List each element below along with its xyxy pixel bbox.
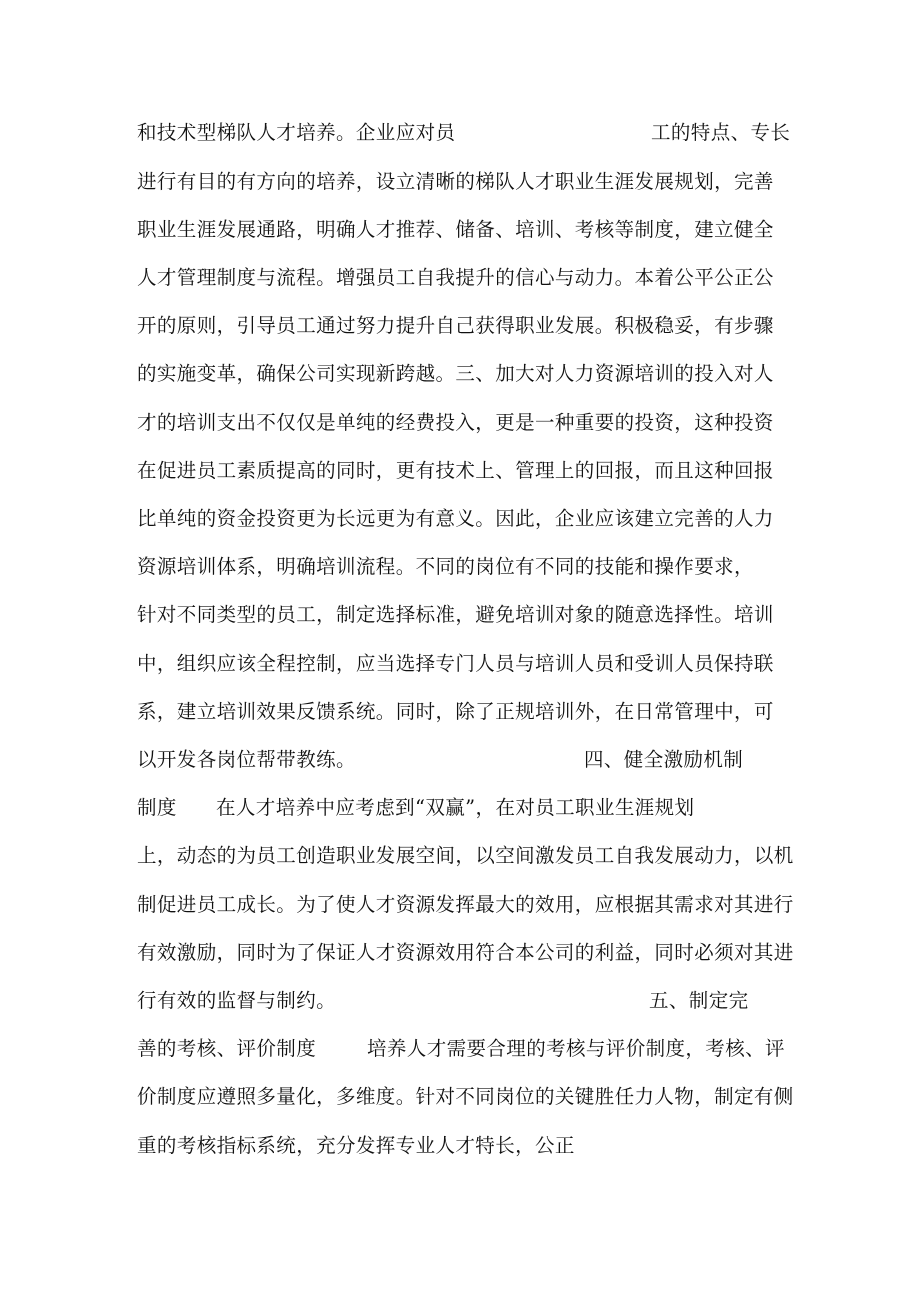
text-segment: 系，建立培训效果反馈系统。同时，除了正规培训外，在日常管理中，可: [137, 700, 774, 723]
text-segment: 开的原则，引导员工通过努力提升自己获得职业发展。积极稳妥，有步骤: [137, 314, 774, 337]
section-heading: 制度: [137, 796, 177, 819]
section-heading: 善的考核、评价制度: [137, 1037, 317, 1060]
section-heading: 五、制定完: [649, 989, 749, 1012]
text-segment: 职业生涯发展通路，明确人才推荐、储备、培训、考核等制度，建立健全: [137, 218, 774, 241]
section-heading: 四、健全激励机制: [584, 748, 744, 771]
text-segment: 进行有目的有方向的培养，设立清晰的梯队人才职业生涯发展规划，完善: [137, 170, 774, 193]
text-segment: 培养人才需要合理的考核与评价制度，考核、评: [367, 1037, 785, 1060]
text-segment: 制促进员工成长。为了使人才资源发挥最大的效用，应根据其需求对其进行: [137, 893, 794, 916]
text-segment: 工的特点、专长: [651, 121, 791, 144]
text-segment: 有效激励，同时为了保证人才资源效用符合本公司的利益，同时必须对其进: [137, 941, 794, 964]
text-segment: 资源培训体系，明确培训流程。不同的岗位有不同的技能和操作要求，: [137, 555, 754, 578]
text-segment: 行有效的监督与制约。: [137, 989, 337, 1012]
text-segment: 价制度应遵照多量化，多维度。针对不同岗位的关键胜任力人物，制定有侧: [137, 1085, 794, 1108]
text-segment: 在人才培养中应考虑到“双赢”，在对员工职业生涯规划: [216, 796, 695, 819]
text-segment: 中，组织应该全程控制，应当选择专门人员与培训人员和受训人员保持联: [137, 652, 774, 675]
text-segment: 针对不同类型的员工，制定选择标准，避免培训对象的随意选择性。培训: [137, 603, 774, 626]
text-segment: 人才管理制度与流程。增强员工自我提升的信心与动力。本着公平公正公: [137, 266, 774, 289]
text-segment: 和技术型梯队人才培养。企业应对员: [137, 121, 456, 144]
text-segment: 在促进员工素质提高的同时，更有技术上、管理上的回报，而且这种回报: [137, 459, 774, 482]
text-segment: 比单纯的资金投资更为长远更为有意义。因此，企业应该建立完善的人力: [137, 507, 774, 530]
text-segment: 的实施变革，确保公司实现新跨越。三、加大对人力资源培训的投入对人: [137, 362, 774, 385]
text-segment: 上，动态的为员工创造职业发展空间，以空间激发员工自我发展动力，以机: [137, 844, 794, 867]
text-segment: 才的培训支出不仅仅是单纯的经费投入，更是一种重要的投资，这种投资: [137, 411, 774, 434]
text-segment: 重的考核指标系统，充分发挥专业人才特长，公正: [137, 1134, 575, 1157]
text-segment: 以开发各岗位帮带教练。: [137, 748, 356, 771]
